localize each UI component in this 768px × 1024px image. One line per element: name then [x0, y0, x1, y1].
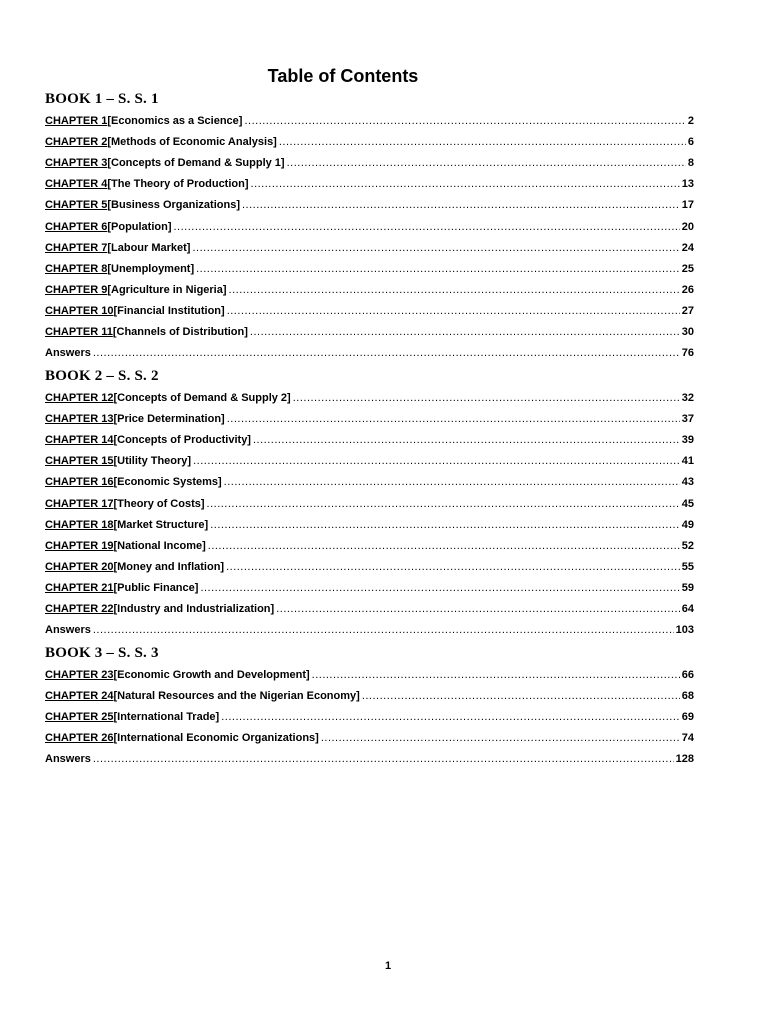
dot-leader	[227, 412, 680, 426]
entry-page-number: 41	[681, 455, 694, 468]
dot-leader	[200, 581, 679, 595]
dot-leader	[253, 433, 680, 447]
chapter-number: CHAPTER 18	[45, 518, 114, 531]
dot-leader	[244, 114, 685, 128]
dot-leader	[192, 241, 679, 255]
dot-leader	[251, 177, 680, 191]
chapter-number: CHAPTER 14	[45, 434, 114, 447]
entry-page-number: 66	[681, 669, 694, 681]
dot-leader	[210, 518, 680, 532]
toc-entry[interactable]	[45, 539, 694, 553]
toc-entry[interactable]	[45, 689, 694, 703]
chapter-title: Answers	[45, 753, 91, 766]
chapter-title: [Unemployment]	[107, 262, 195, 275]
chapter-title: [Agriculture in Nigeria]	[107, 283, 227, 296]
toc-entry[interactable]	[45, 177, 694, 191]
chapter-title: Answers	[45, 347, 91, 360]
page-title: Table of Contents	[267, 66, 419, 86]
toc-entry[interactable]	[45, 497, 694, 511]
toc-entry[interactable]	[45, 220, 694, 234]
chapter-number: CHAPTER 19	[45, 539, 114, 552]
chapter-title: [Economic Systems]	[113, 476, 222, 489]
chapter-title: [Channels of Distribution]	[112, 326, 248, 338]
toc-entry[interactable]	[45, 710, 694, 724]
entry-page-number: 32	[681, 392, 694, 404]
dot-leader	[293, 391, 680, 405]
dot-leader	[279, 135, 686, 149]
entry-page-number: 52	[681, 539, 694, 552]
toc-entry[interactable]	[45, 731, 694, 745]
book-3-heading: BOOK 3 – S. S. 3	[45, 645, 159, 661]
chapter-title: [Population]	[107, 220, 172, 233]
chapter-title: [Economics as a Science]	[107, 115, 243, 127]
chapter-title: [Industry and Industrialization]	[113, 603, 275, 615]
entry-page-number: 27	[681, 304, 694, 317]
entry-page-number: 2	[687, 115, 694, 127]
chapter-title: [National Income]	[113, 539, 206, 552]
entry-page-number: 49	[681, 518, 694, 531]
entry-page-number: 103	[675, 624, 694, 637]
entry-page-number: 6	[687, 136, 694, 149]
toc-entry[interactable]	[45, 325, 694, 339]
entry-page-number: 13	[681, 178, 694, 191]
toc-entry[interactable]	[45, 433, 694, 447]
entry-page-number: 55	[681, 560, 694, 573]
entry-page-number: 43	[681, 476, 694, 489]
toc-entry[interactable]	[45, 135, 694, 149]
chapter-number: CHAPTER 22	[45, 603, 114, 615]
chapter-number: CHAPTER 15	[45, 455, 114, 468]
entry-page-number: 39	[681, 434, 694, 447]
book-1-heading: BOOK 1 – S. S. 1	[45, 91, 159, 107]
dot-leader	[312, 668, 680, 682]
toc-entry[interactable]	[45, 454, 694, 468]
chapter-number: CHAPTER 24	[45, 690, 114, 703]
dot-leader	[250, 325, 680, 339]
dot-leader	[242, 198, 680, 212]
page-number: 1	[384, 960, 392, 972]
chapter-title: [Market Structure]	[113, 518, 209, 531]
chapter-number: CHAPTER 7	[45, 241, 108, 254]
chapter-title: [Concepts of Demand & Supply 1]	[107, 157, 285, 170]
toc-entry[interactable]	[45, 283, 694, 297]
dot-leader	[287, 156, 686, 170]
dot-leader	[208, 539, 680, 553]
chapter-title: [Business Organizations]	[107, 199, 240, 212]
chapter-number: CHAPTER 3	[45, 157, 108, 170]
toc-entry[interactable]	[45, 581, 694, 595]
chapter-number: CHAPTER 11	[45, 326, 113, 338]
toc-entry[interactable]	[45, 156, 694, 170]
toc-entry[interactable]	[45, 114, 694, 128]
chapter-title: [Money and Inflation]	[113, 560, 225, 573]
dot-leader	[93, 752, 674, 766]
toc-entry[interactable]	[45, 304, 694, 318]
chapter-title: [Economic Growth and Development]	[113, 669, 310, 681]
chapter-number: CHAPTER 23	[45, 669, 114, 681]
entry-page-number: 45	[681, 497, 694, 510]
chapter-title: [Natural Resources and the Nigerian Economy]	[113, 690, 360, 703]
entry-page-number: 24	[681, 241, 694, 254]
dot-leader	[229, 283, 680, 297]
dot-leader	[221, 710, 680, 724]
dot-leader	[362, 689, 680, 703]
chapter-number: CHAPTER 10	[45, 304, 114, 317]
dot-leader	[196, 262, 680, 276]
dot-leader	[93, 623, 674, 637]
chapter-title: [Price Determination]	[113, 413, 225, 426]
toc-entry[interactable]	[45, 560, 694, 574]
toc-entry[interactable]	[45, 668, 694, 682]
dot-leader	[207, 497, 680, 511]
chapter-number: CHAPTER 8	[45, 262, 108, 275]
chapter-number: CHAPTER 9	[45, 283, 108, 296]
chapter-number: CHAPTER 6	[45, 220, 108, 233]
entry-page-number: 128	[675, 753, 694, 766]
chapter-title: [Concepts of Productivity]	[113, 434, 251, 447]
toc-answers-entry[interactable]	[45, 752, 694, 766]
chapter-number: CHAPTER 17	[45, 497, 114, 510]
chapter-number: CHAPTER 21	[45, 581, 114, 594]
entry-page-number: 74	[681, 732, 694, 745]
toc-entry[interactable]	[45, 602, 694, 616]
entry-page-number: 76	[681, 347, 694, 360]
chapter-title: [Methods of Economic Analysis]	[107, 136, 277, 149]
chapter-title: [Public Finance]	[113, 581, 199, 594]
dot-leader	[276, 602, 680, 616]
chapter-title: [International Trade]	[113, 711, 220, 724]
entry-page-number: 30	[681, 326, 694, 338]
entry-page-number: 37	[681, 413, 694, 426]
chapter-number: CHAPTER 12	[45, 392, 114, 404]
chapter-number: CHAPTER 1	[45, 115, 108, 127]
toc-entry[interactable]	[45, 518, 694, 532]
chapter-title: [Theory of Costs]	[113, 497, 205, 510]
toc-entry[interactable]	[45, 198, 694, 212]
entry-page-number: 8	[687, 157, 694, 170]
chapter-number: CHAPTER 25	[45, 711, 114, 724]
dot-leader	[224, 475, 680, 489]
entry-page-number: 17	[681, 199, 694, 212]
entry-page-number: 59	[681, 581, 694, 594]
chapter-number: CHAPTER 26	[45, 732, 114, 745]
book-2-heading: BOOK 2 – S. S. 2	[45, 368, 159, 384]
dot-leader	[321, 731, 680, 745]
chapter-title: [Utility Theory]	[113, 455, 192, 468]
chapter-title: [Concepts of Demand & Supply 2]	[113, 392, 291, 404]
chapter-title: [International Economic Organizations]	[113, 732, 319, 745]
toc-answers-entry[interactable]	[45, 346, 694, 360]
dot-leader	[227, 304, 680, 318]
toc-entry[interactable]	[45, 391, 694, 405]
toc-entry[interactable]	[45, 241, 694, 255]
toc-entry[interactable]	[45, 475, 694, 489]
entry-page-number: 64	[681, 603, 694, 615]
entry-page-number: 68	[681, 690, 694, 703]
chapter-number: CHAPTER 4	[45, 178, 108, 191]
toc-entry[interactable]	[45, 412, 694, 426]
chapter-number: CHAPTER 2	[45, 136, 108, 149]
dot-leader	[193, 454, 680, 468]
dot-leader	[93, 346, 680, 360]
entry-page-number: 25	[681, 262, 694, 275]
chapter-number: CHAPTER 5	[45, 199, 108, 212]
entry-page-number: 20	[681, 220, 694, 233]
toc-answers-entry[interactable]	[45, 623, 694, 637]
entry-page-number: 26	[681, 283, 694, 296]
toc-entry[interactable]	[45, 262, 694, 276]
chapter-title: Answers	[45, 624, 91, 637]
chapter-title: [The Theory of Production]	[107, 178, 249, 191]
chapter-number: CHAPTER 13	[45, 413, 114, 426]
chapter-number: CHAPTER 20	[45, 560, 114, 573]
entry-page-number: 69	[681, 711, 694, 724]
dot-leader	[174, 220, 680, 234]
chapter-title: [Financial Institution]	[113, 304, 225, 317]
chapter-number: CHAPTER 16	[45, 476, 114, 489]
chapter-title: [Labour Market]	[107, 241, 191, 254]
dot-leader	[226, 560, 680, 574]
